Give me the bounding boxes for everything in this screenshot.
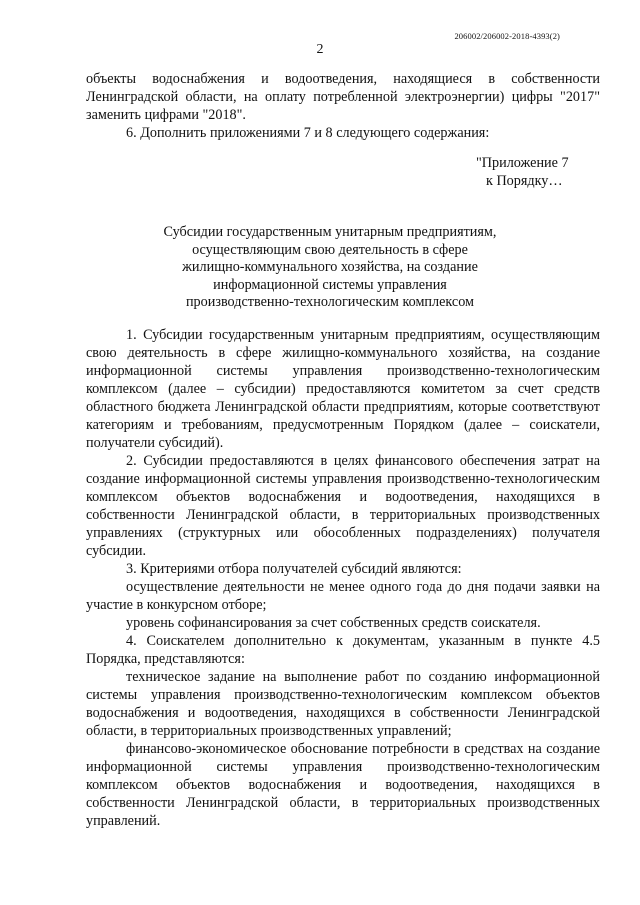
item-3-criterion-2: уровень софинансирования за счет собственных средств соискателя. — [126, 615, 541, 631]
document-id: 206002/206002-2018-4393(2) — [454, 31, 560, 41]
item-4-document-1: техническое задание на выполнение работ по созданию информационной системы управления производственно-технологическим комплексом объектов водоснабжения и водоотведения, находящихся в собственности Ленинградской области, в территориальных производственных управлений; — [86, 669, 600, 739]
appendix-ref-line-2: к Порядку… — [486, 173, 563, 189]
item-1: 1. Субсидии государственным унитарным предприятиям, осуществляющим свою деятельность в сфере жилищно-коммунального хозяйства, на создание информационной системы управления производственно-технологическим комплексом (далее – субсидии) предоставляются комитетом за счет средств областного бюджета Ленинградской области предприятиям, которые соответствуют категориям и требованиям, предусмотренным Порядком (далее – соискатели, получатели субсидий). — [86, 327, 600, 451]
main-section — [86, 326, 600, 830]
item-3-criterion-1: осуществление деятельности не менее одного года до дня подачи заявки на участие в конкурсном отборе; — [86, 579, 600, 613]
title-line: жилищно-коммунального хозяйства, на создание — [182, 259, 478, 275]
page-number: 2 — [316, 42, 324, 57]
paragraph-6: 6. Дополнить приложениями 7 и 8 следующего содержания: — [126, 125, 490, 141]
appendix-title — [100, 224, 560, 312]
item-2: 2. Субсидии предоставляются в целях финансового обеспечения затрат на создание информационной системы управления производственно-технологическим комплексом объектов водоснабжения и водоотведения, находящихся в собственности Ленинградской области, в территориальных производственных управлениях (структурных или обособленных подразделениях) получателя субсидии. — [86, 453, 600, 559]
title-line: информационной системы управления — [213, 276, 447, 293]
title-line: осуществляющим свою деятельность в сфере — [192, 241, 468, 258]
item-4: 4. Соискателем дополнительно к документам, указанным в пункте 4.5 Порядка, представляются: — [86, 633, 600, 667]
title-line: Субсидии государственным унитарным предприятиям, — [163, 224, 497, 240]
appendix-reference — [476, 154, 569, 190]
paragraph-continuation: объекты водоснабжения и водоотведения, находящиеся в собственности Ленинградской области, на оплату потребленной электроэнергии) цифры "2017" заменить цифрами "2018". — [86, 71, 600, 123]
item-3: 3. Критериями отбора получателей субсидий являются: — [126, 561, 462, 577]
intro-section — [86, 70, 600, 142]
appendix-ref-line-1: "Приложение 7 — [476, 155, 569, 171]
title-line: производственно-технологическим комплексом — [185, 294, 475, 310]
item-4-document-2: финансово-экономическое обоснование потребности в средствах на создание информационной системы управления производственно-технологическим комплексом объектов водоснабжения и водоотведения, находящихся в собственности Ленинградской области, в территориальных производственных управлений. — [86, 741, 600, 829]
